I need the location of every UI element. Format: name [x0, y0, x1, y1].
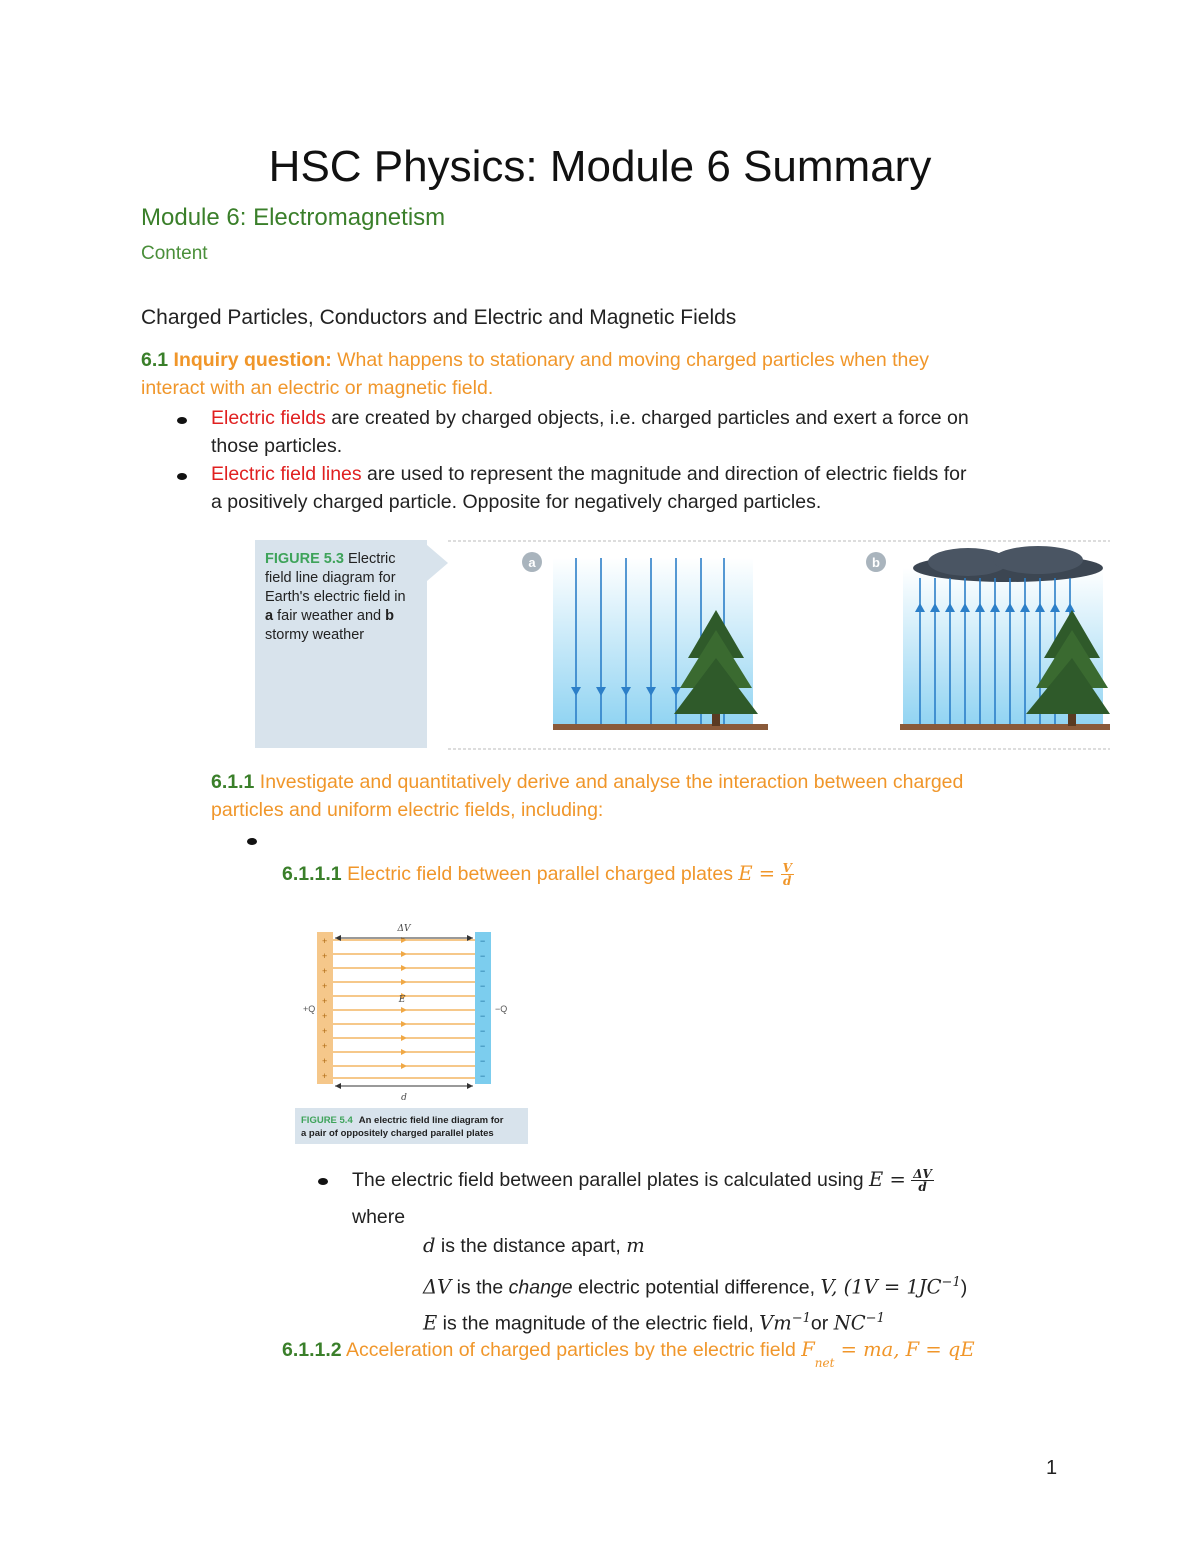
svg-text:+: + [322, 1011, 328, 1021]
bullet-field-lines: Electric field lines are used to represent the magnitude and direction of electric fields for a positively charged particle. Opposite for negatively charged particles. [211, 463, 967, 513]
figure-5-3-diagram [448, 538, 1110, 752]
def-distance: d is the distance apart, m [423, 1234, 645, 1257]
fraction-delta-v-over-d: $\frac{\Delta V}{d}$ [913, 1167, 932, 1195]
page-title: HSC Physics: Module 6 Summary [268, 142, 932, 191]
e-label: E [398, 995, 406, 1005]
where-label: where [352, 1206, 406, 1228]
svg-text:−: − [480, 951, 486, 961]
svg-text:+: + [322, 1071, 328, 1081]
def-field: E is the magnitude of the electric field, $Vm^{-1}or$ $NC^{-1}$ [423, 1311, 885, 1335]
svg-text:+: + [322, 1056, 328, 1066]
svg-text:−: − [480, 1056, 486, 1066]
svg-text:−: − [480, 1071, 486, 1081]
svg-text:−: − [480, 996, 486, 1006]
inquiry-question: 6.1 Inquiry question: What happens to stationary and moving charged particles when they interact with an electric or magnetic field. [141, 349, 929, 399]
bullet-electric-fields: Electric fields are created by charged objects, i.e. charged particles and exert a force on those particles. [211, 407, 969, 457]
delta-v-label: ΔV [397, 924, 411, 934]
svg-text:−: − [480, 1041, 486, 1051]
point-6-1-1-2: 6.1.1.2 Acceleration of charged particles by the electric field $F_{net}$ = ma, F = qE [282, 1338, 975, 1370]
storm-cloud [913, 546, 1103, 582]
svg-text:+: + [322, 1026, 328, 1036]
bullet-dot [247, 838, 257, 845]
svg-text:−: − [480, 966, 486, 976]
d-label: d [401, 1093, 407, 1103]
caption-pointer [420, 545, 450, 581]
section-title: Charged Particles, Conductors and Electric and Magnetic Fields [141, 306, 737, 329]
point-6-1-1-1: 6.1.1.1 Electric field between parallel charged plates E = $\frac{V}{d}$ [282, 861, 792, 889]
svg-text:+: + [322, 966, 328, 976]
parallel-plates-bullet: The electric field between parallel plates is calculated using E = $\frac{\Delta V}{d}$ [352, 1167, 932, 1195]
figure-5-3-caption: FIGURE 5.3 Electric field line diagram for Earth's electric field in a fair weather and b stormy weather [265, 551, 406, 643]
module-heading: Module 6: Electromagnetism [141, 204, 446, 231]
bullet-dot [318, 1178, 328, 1185]
svg-text:−: − [480, 981, 486, 991]
svg-text:+: + [322, 981, 328, 991]
svg-text:+: + [322, 1041, 328, 1051]
panel-a-label: a [528, 555, 536, 570]
figure-5-4-caption-line2: a pair of oppositely charged parallel plates [301, 1128, 494, 1139]
minus-q-label: −Q [495, 1004, 508, 1014]
bullet-dot [177, 473, 187, 480]
svg-text:−: − [480, 936, 486, 946]
fraction-v-over-d: $\frac{V}{d}$ [782, 861, 792, 889]
figure-5-4-caption-line1: FIGURE 5.4 An electric field line diagram for [301, 1115, 504, 1126]
page-number: 1 [1046, 1457, 1058, 1479]
svg-text:+: + [322, 951, 328, 961]
point-6-1-1: 6.1.1 Investigate and quantitatively derive and analyse the interaction between charged particles and uniform electric fields, including: [211, 771, 964, 821]
svg-text:+: + [322, 996, 328, 1006]
plus-q-label: +Q [303, 1004, 316, 1014]
bullet-dot [177, 417, 187, 424]
svg-text:−: − [480, 1011, 486, 1021]
arrowhead [467, 1083, 473, 1089]
def-potential: ΔV is the change electric potential difference, V, $(1V = 1JC^{-1})$ [423, 1275, 968, 1299]
content-label: Content [141, 243, 208, 264]
svg-text:−: − [480, 1026, 486, 1036]
arrowhead [335, 1083, 341, 1089]
figure-5-4-diagram [295, 920, 530, 1145]
panel-b-label: b [872, 555, 880, 570]
svg-text:+: + [322, 936, 328, 946]
ground-b [900, 724, 1110, 730]
ground-a [553, 724, 768, 730]
